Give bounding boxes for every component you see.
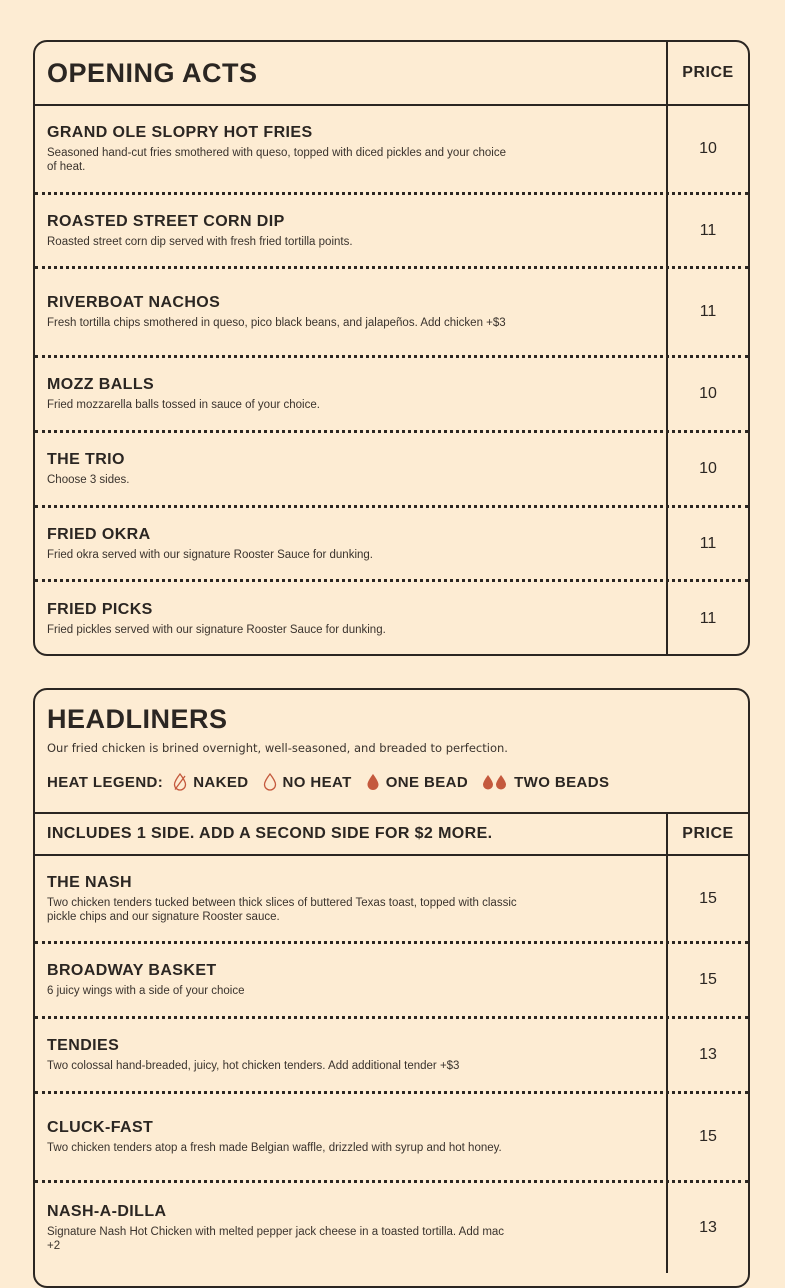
item-price: 13 bbox=[666, 1183, 748, 1273]
item-price: 11 bbox=[666, 195, 748, 266]
opening-acts-title: OPENING ACTS bbox=[47, 57, 258, 88]
price-header: PRICE bbox=[666, 814, 748, 854]
opening-acts-section bbox=[33, 40, 750, 656]
opening-acts-header bbox=[35, 42, 748, 106]
item-price: 15 bbox=[666, 944, 748, 1016]
headliners-section bbox=[33, 688, 750, 1288]
menu-item bbox=[35, 1019, 748, 1094]
item-price: 10 bbox=[666, 358, 748, 430]
item-description: Choose 3 sides. bbox=[47, 474, 130, 486]
item-description: 6 juicy wings with a side of your choice bbox=[47, 985, 245, 997]
item-description: Fried pickles served with our signature Rooster Sauce for dunking. bbox=[47, 623, 386, 636]
heat-legend bbox=[47, 773, 736, 791]
item-name: GRAND OLE SLOPRY HOT FRIES bbox=[47, 124, 313, 141]
item-name: FRIED PICKS bbox=[47, 600, 153, 618]
item-price: 10 bbox=[666, 433, 748, 505]
legend-label: ONE BEAD bbox=[385, 773, 469, 791]
item-description: Fresh tortilla chips smothered in queso, pico black beans, and jalapeños. Add chicken +$3 bbox=[47, 317, 506, 329]
menu-item bbox=[35, 269, 748, 358]
item-name: RIVERBOAT NACHOS bbox=[47, 294, 221, 311]
side-note: INCLUDES 1 SIDE. ADD A SECOND SIDE FOR $2 MORE. bbox=[47, 825, 493, 842]
price-header: PRICE bbox=[666, 42, 748, 104]
one-drop-icon bbox=[366, 773, 380, 791]
menu-item bbox=[35, 358, 748, 433]
menu-item bbox=[35, 195, 748, 269]
two-drops-icon bbox=[482, 773, 508, 791]
item-name: CLUCK-FAST bbox=[47, 1119, 154, 1136]
item-description: Two chicken tenders atop a fresh made Belgian waffle, drizzled with syrup and hot honey. bbox=[47, 1142, 502, 1154]
headliners-subheader bbox=[35, 814, 748, 856]
menu-item bbox=[35, 944, 748, 1019]
item-name: NASH-A-DILLA bbox=[47, 1203, 167, 1220]
item-description: Fried okra served with our signature Rooster Sauce for dunking. bbox=[47, 548, 373, 561]
menu-item bbox=[35, 508, 748, 582]
item-name: ROASTED STREET CORN DIP bbox=[47, 212, 285, 230]
legend-item-no-heat bbox=[263, 773, 352, 791]
item-name: THE TRIO bbox=[47, 451, 125, 468]
item-description: Seasoned hand-cut fries smothered with queso, topped with diced pickles and your choice of heat. bbox=[47, 147, 506, 173]
item-price: 15 bbox=[666, 856, 748, 941]
item-price: 10 bbox=[666, 106, 748, 192]
legend-label: NAKED bbox=[193, 773, 249, 791]
item-price: 11 bbox=[666, 582, 748, 655]
menu-item bbox=[35, 856, 748, 944]
headliners-title: HEADLINERS bbox=[47, 704, 228, 734]
menu-item bbox=[35, 582, 748, 655]
menu-item bbox=[35, 1183, 748, 1273]
item-description: Two colossal hand-breaded, juicy, hot chicken tenders. Add additional tender +$3 bbox=[47, 1060, 460, 1072]
item-name: MOZZ BALLS bbox=[47, 376, 155, 393]
naked-drop-icon bbox=[173, 773, 187, 791]
headliners-description: Our fried chicken is brined overnight, well-seasoned, and breaded to perfection. bbox=[47, 741, 508, 755]
legend-item-one-bead bbox=[366, 773, 468, 791]
menu-item bbox=[35, 1094, 748, 1183]
item-description: Signature Nash Hot Chicken with melted pepper jack cheese in a toasted tortilla. Add mac +2 bbox=[47, 1226, 505, 1252]
item-price: 15 bbox=[666, 1094, 748, 1180]
item-description: Roasted street corn dip served with fresh fried tortilla points. bbox=[47, 235, 353, 248]
outline-drop-icon bbox=[263, 773, 277, 791]
item-name: BROADWAY BASKET bbox=[47, 962, 217, 979]
item-price: 13 bbox=[666, 1019, 748, 1091]
menu-item bbox=[35, 433, 748, 508]
item-price: 11 bbox=[666, 269, 748, 355]
item-name: THE NASH bbox=[47, 873, 132, 891]
legend-label: NO HEAT bbox=[282, 773, 352, 791]
item-description: Two chicken tenders tucked between thick slices of buttered Texas toast, topped with classic pickle chips and our signature Rooster sauce. bbox=[47, 896, 517, 923]
headliners-intro bbox=[35, 690, 748, 814]
legend-label: TWO BEADS bbox=[514, 773, 610, 791]
item-price: 11 bbox=[666, 508, 748, 579]
legend-item-two-beads bbox=[482, 773, 609, 791]
menu-item bbox=[35, 106, 748, 195]
legend-item-naked bbox=[173, 773, 248, 791]
item-name: TENDIES bbox=[47, 1037, 120, 1054]
heat-legend-title: HEAT LEGEND: bbox=[47, 773, 164, 791]
item-description: Fried mozzarella balls tossed in sauce of your choice. bbox=[47, 399, 320, 411]
item-name: FRIED OKRA bbox=[47, 525, 151, 543]
